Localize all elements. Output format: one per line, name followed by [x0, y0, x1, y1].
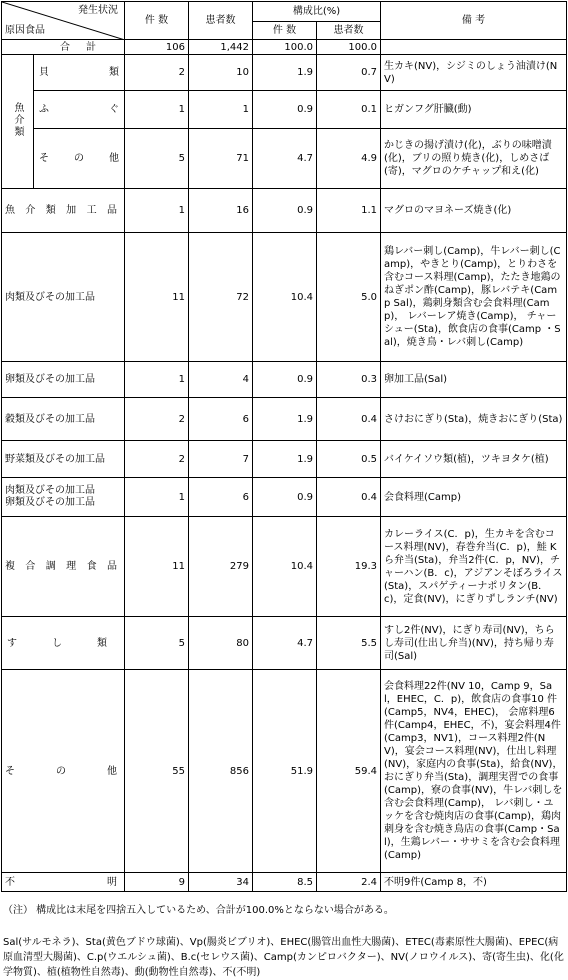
table-row-grain [2, 398, 567, 441]
meat-ratio-cases: 10.4 [253, 233, 317, 362]
other-label: そ の 他 [2, 670, 125, 873]
compound-note: カレーライス(C．p)，生カキを含むコース料理(NV)，春巻弁当(C．p)，鮭 K ら弁当(Sta)，弁当2件(C．p，NV)，チャーハン(B．c)，アジアンそぼろライス(Sta)，スパゲティーナポリタン(B．c)，定食(NV)，にぎりずしランチ(NV) [381, 517, 567, 617]
seafood-other-ratio-cases: 4.7 [253, 129, 317, 189]
other-patients: 856 [189, 670, 253, 873]
food-poisoning-table [1, 1, 567, 892]
total-cases: 106 [125, 40, 189, 55]
grain-ratio-cases: 1.9 [253, 398, 317, 441]
compound-patients: 279 [189, 517, 253, 617]
unknown-note: 不明9件(Camp 8，不) [381, 873, 567, 892]
vegetable-label: 野菜類及びその加工品 [2, 441, 125, 478]
other-note: 会食料理22件(NV 10，Camp 9，Sal，EHEC，C．p)，飲食店の食事10 件(Camp5，NV4，EHEC)， 会席料理6 件(Camp4，EHEC，不)，宴会料理4件(Camp3，NV1)，コース料理2件(NV)，宴会コース料理(NV)，仕出し料理(NV)，家庭内の食事(Sta)，給食(NV)，おにぎり弁当(Sta)，調理実習での食事(Camp)，寮の食事(NV)，牛レバ刺しを含む会食料理(Camp)， レバ刺し・ユッケを含む焼肉店の食事(Camp)，鶏肉刺身を含む焼き鳥店の食事(Camp・Sal)，生鶏レバー・ササミを含む会食料理(Camp) [381, 670, 567, 873]
vegetable-ratio-cases: 1.9 [253, 441, 317, 478]
unknown-patients: 34 [189, 873, 253, 892]
seafood-processed-ratio-cases: 0.9 [253, 189, 317, 233]
total-ratio-patients: 100.0 [317, 40, 381, 55]
meat-cases: 11 [125, 233, 189, 362]
seafood-processed-ratio-patients: 1.1 [317, 189, 381, 233]
seafood-other-label: そ の 他 [34, 129, 125, 189]
header-cause-label: 原因食品 [5, 25, 45, 36]
header-status-label: 発生状況 [78, 5, 118, 16]
unknown-ratio-patients: 2.4 [317, 873, 381, 892]
other-ratio-patients: 59.4 [317, 670, 381, 873]
seafood-processed-label: 魚 介 類 加 工 品 [2, 189, 125, 233]
total-note [381, 40, 567, 55]
table-row-egg [2, 362, 567, 398]
header-diagonal-cell [2, 2, 125, 40]
grain-patients: 6 [189, 398, 253, 441]
unknown-label: 不 明 [2, 873, 125, 892]
footnote-rounding: （注） 構成比は末尾を四捨五入しているため、合計が100.0%とならない場合がある。 [3, 905, 394, 916]
footnote-abbreviations: Sal(サルモネラ)、Sta(黄色ブドウ球菌)、Vp(腸炎ビブリオ)、EHEC(腸管出血性大腸菌)、ETEC(毒素原性大腸菌)、EPEC(病原血清型大腸菌)、C.p(ウエルシュ菌)、B.c(セレウス菌)、Camp(カンピロバクター)、NV(ノロウイルス)、寄(寄生虫)、化(化学物質)、植(植物性自然毒)、動(動物性自然毒)、不(不明) [3, 937, 564, 978]
sushi-patients: 80 [189, 617, 253, 670]
egg-ratio-patients: 0.3 [317, 362, 381, 398]
table-row-meat [2, 233, 567, 362]
shellfish-patients: 10 [189, 55, 253, 91]
grain-cases: 2 [125, 398, 189, 441]
shellfish-cases: 2 [125, 55, 189, 91]
compound-ratio-patients: 19.3 [317, 517, 381, 617]
compound-cases: 11 [125, 517, 189, 617]
meat-egg-label: 肉類及びその加工品 卵類及びその加工品 [2, 478, 125, 517]
shellfish-ratio-patients: 0.7 [317, 55, 381, 91]
table-row-fugu [2, 91, 567, 129]
grain-ratio-patients: 0.4 [317, 398, 381, 441]
other-ratio-cases: 51.9 [253, 670, 317, 873]
table-row-compound [2, 517, 567, 617]
meat-egg-ratio-cases: 0.9 [253, 478, 317, 517]
vegetable-cases: 2 [125, 441, 189, 478]
sushi-ratio-cases: 4.7 [253, 617, 317, 670]
seafood-group-label: 魚介類 [2, 55, 34, 189]
meat-patients: 72 [189, 233, 253, 362]
table-row-sushi [2, 617, 567, 670]
sushi-label: す し 類 [2, 617, 125, 670]
egg-cases: 1 [125, 362, 189, 398]
compound-ratio-cases: 10.4 [253, 517, 317, 617]
meat-egg-ratio-patients: 0.4 [317, 478, 381, 517]
fugu-note: ヒガンフグ肝臓(動) [381, 91, 567, 129]
header-ratio-cases: 件 数 [253, 22, 317, 40]
fugu-label: ふ ぐ [34, 91, 125, 129]
sushi-cases: 5 [125, 617, 189, 670]
seafood-processed-cases: 1 [125, 189, 189, 233]
shellfish-label: 貝 類 [34, 55, 125, 91]
vegetable-patients: 7 [189, 441, 253, 478]
fugu-patients: 1 [189, 91, 253, 129]
egg-ratio-cases: 0.9 [253, 362, 317, 398]
fugu-cases: 1 [125, 91, 189, 129]
grain-note: さけおにぎり(Sta)，焼きおにぎり(Sta) [381, 398, 567, 441]
table-row-vegetable [2, 441, 567, 478]
table-row-other [2, 670, 567, 873]
table-row-unknown [2, 873, 567, 892]
seafood-other-patients: 71 [189, 129, 253, 189]
unknown-cases: 9 [125, 873, 189, 892]
fugu-ratio-cases: 0.9 [253, 91, 317, 129]
meat-ratio-patients: 5.0 [317, 233, 381, 362]
egg-label: 卵類及びその加工品 [2, 362, 125, 398]
meat-note: 鶏レバー刺し(Camp)，牛レバー刺し(Camp)，やきとり(Camp)，とりわさを含むコース料理(Camp)，たたき地鶏のねぎポン酢(Camp)，豚レバテキ(Camp Sal)，鶏刺身類含む会食料理(Camp)， レバーレア焼き(Camp)， チャーシュー(Sta)，飲食店の食事(Camp ・Sal)，焼き鳥・レバ刺し(Camp) [381, 233, 567, 362]
other-cases: 55 [125, 670, 189, 873]
seafood-processed-note: マグロのマヨネーズ焼き(化) [381, 189, 567, 233]
compound-label: 複 合 調 理 食 品 [2, 517, 125, 617]
meat-egg-note: 会食料理(Camp) [381, 478, 567, 517]
table-row-seafood-processed [2, 189, 567, 233]
table-row-shellfish [2, 55, 567, 91]
grain-label: 穀類及びその加工品 [2, 398, 125, 441]
table-row-seafood-other [2, 129, 567, 189]
seafood-other-cases: 5 [125, 129, 189, 189]
meat-egg-cases: 1 [125, 478, 189, 517]
vegetable-note: バイケイソウ類(植)，ツキヨタケ(植) [381, 441, 567, 478]
total-ratio-cases: 100.0 [253, 40, 317, 55]
table-row-total [2, 40, 567, 55]
egg-note: 卵加工品(Sal) [381, 362, 567, 398]
egg-patients: 4 [189, 362, 253, 398]
seafood-processed-patients: 16 [189, 189, 253, 233]
meat-egg-patients: 6 [189, 478, 253, 517]
seafood-other-ratio-patients: 4.9 [317, 129, 381, 189]
header-cases: 件 数 [125, 2, 189, 40]
shellfish-note: 生カキ(NV)，シジミのしょう油漬け(NV) [381, 55, 567, 91]
table-row-meat-egg [2, 478, 567, 517]
header-ratio-patients: 患者数 [317, 22, 381, 40]
total-label: 合 計 [2, 40, 125, 55]
shellfish-ratio-cases: 1.9 [253, 55, 317, 91]
sushi-note: すし2件(NV)，にぎり寿司(NV)，ちらし寿司(仕出し弁当)(NV)，持ち帰り寿司(Sal) [381, 617, 567, 670]
total-patients: 1,442 [189, 40, 253, 55]
sushi-ratio-patients: 5.5 [317, 617, 381, 670]
fugu-ratio-patients: 0.1 [317, 91, 381, 129]
seafood-other-note: かじきの揚げ漬け(化)，ぶりの味噌漬(化)，ブリの照り焼き(化)，しめさば(寄)，マグロのケチャップ和え(化) [381, 129, 567, 189]
header-patients: 患者数 [189, 2, 253, 40]
vegetable-ratio-patients: 0.5 [317, 441, 381, 478]
unknown-ratio-cases: 8.5 [253, 873, 317, 892]
header-ratio: 構成比(%) [253, 2, 381, 22]
meat-label: 肉類及びその加工品 [2, 233, 125, 362]
header-remarks: 備 考 [381, 2, 567, 40]
